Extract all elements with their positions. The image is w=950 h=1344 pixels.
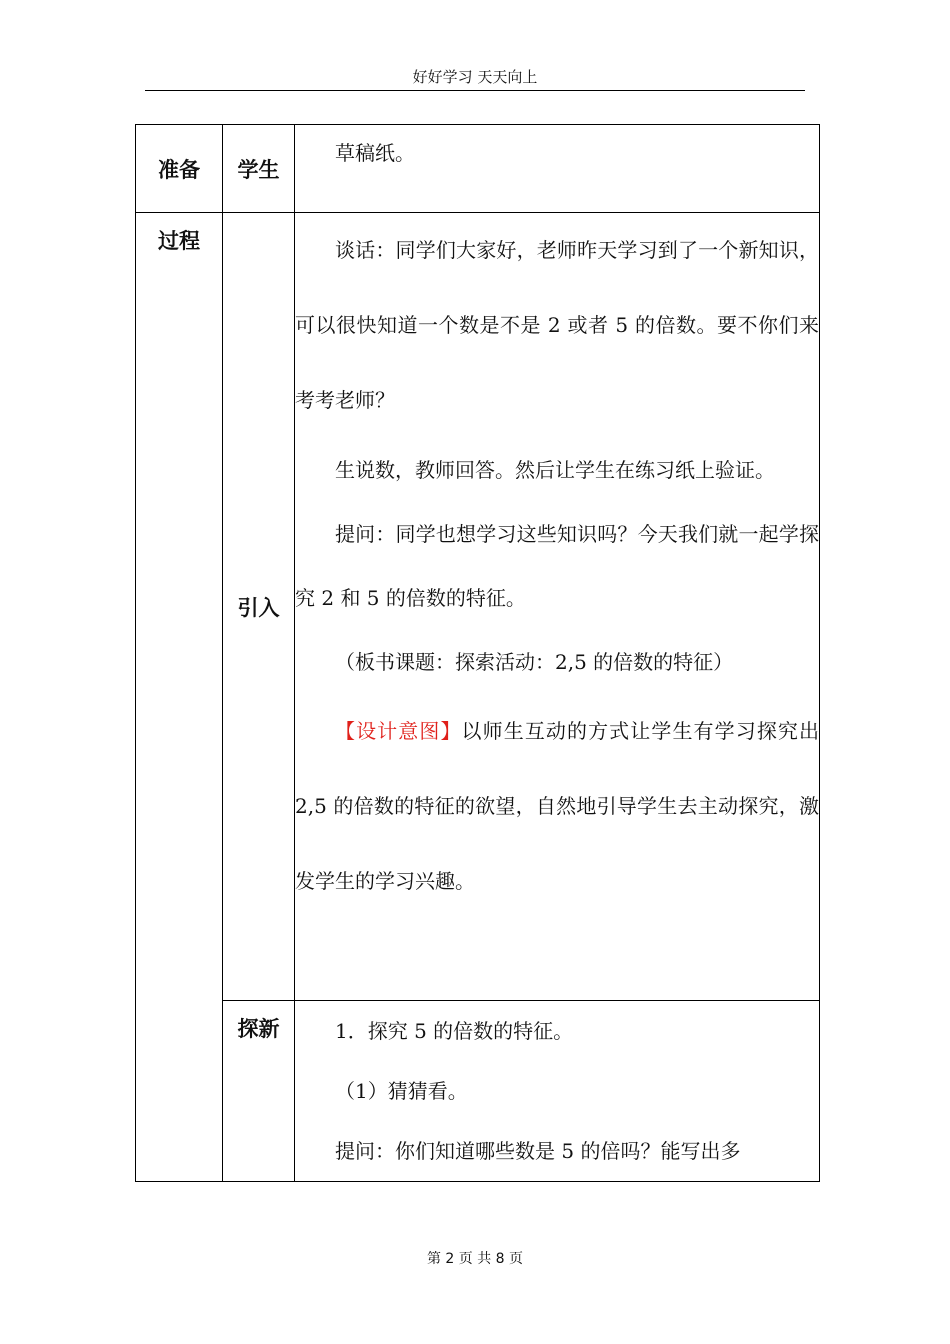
label-cell-process: 过程	[136, 213, 223, 1182]
table-row	[136, 213, 820, 1001]
label-cell-explore: 探新	[223, 1001, 295, 1182]
explore-paragraph: 提问：你们知道哪些数是 5 的倍吗？能写出多	[335, 1139, 741, 1163]
page-header: 好好学习 天天向上	[145, 64, 805, 91]
label-cell-intro: 引入	[223, 213, 295, 1001]
page-footer: 第 2 页 共 8 页	[426, 1251, 524, 1267]
explore-paragraph: （1）猜猜看。	[335, 1079, 468, 1103]
explore-paragraph: 1．探究 5 的倍数的特征。	[335, 1019, 574, 1043]
intro-paragraph: （板书课题：探索活动：2,5 的倍数的特征）	[335, 650, 734, 674]
content-cell-intro	[295, 213, 820, 1001]
intro-paragraph: 提问：同学也想学习这些知识吗？今天我们就一起学探究 2 和 5 的倍数的特征。	[295, 522, 819, 610]
lesson-plan-table	[135, 124, 820, 1182]
design-intent-text: 以师生互动的方式让学生有学习探究出 2,5 的倍数的特征的欲望，自然地引导学生去主动探究，激发学生的学习兴趣。	[295, 719, 820, 893]
table-row	[136, 125, 820, 213]
prep-text: 草稿纸。	[335, 141, 415, 165]
label-cell-student: 学生	[223, 125, 295, 213]
content-cell-prep	[295, 125, 820, 213]
label-cell-prep: 准备	[136, 125, 223, 213]
table-row	[136, 1001, 820, 1182]
intro-paragraph: 谈话：同学们大家好，老师昨天学习到了一个新知识，可以很快知道一个数是不是 2 或者 5 的倍数。要不你们来考考老师？	[295, 238, 819, 412]
intro-paragraph: 生说数，教师回答。然后让学生在练习纸上验证。	[335, 458, 775, 482]
design-intent-tag: 【设计意图】	[335, 719, 462, 743]
design-intent-paragraph	[295, 694, 819, 919]
content-cell-explore	[295, 1001, 820, 1182]
